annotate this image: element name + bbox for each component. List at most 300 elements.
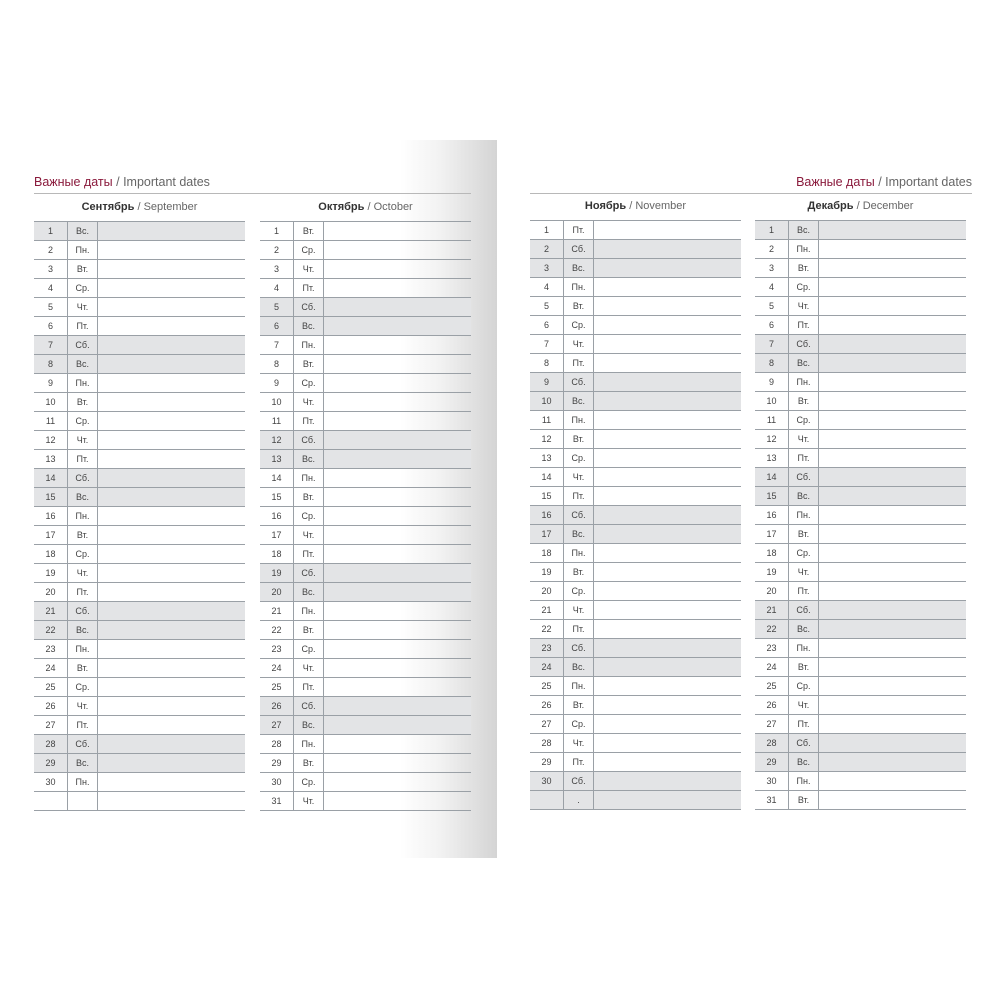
day-number: 5 — [34, 298, 68, 316]
note-field[interactable] — [98, 621, 245, 639]
note-field[interactable] — [819, 696, 966, 714]
note-field[interactable] — [819, 639, 966, 657]
note-field[interactable] — [98, 583, 245, 601]
date-row — [34, 279, 245, 298]
day-number: 29 — [260, 754, 294, 772]
weekday-label: Пн. — [294, 735, 324, 753]
note-field[interactable] — [324, 317, 471, 335]
weekday-label — [68, 792, 98, 810]
date-row — [755, 392, 966, 411]
note-field[interactable] — [324, 678, 471, 696]
note-field[interactable] — [819, 335, 966, 353]
day-number: 31 — [755, 791, 789, 809]
note-field[interactable] — [594, 620, 741, 638]
note-field[interactable] — [324, 526, 471, 544]
day-number: 10 — [530, 392, 564, 410]
note-field[interactable] — [324, 507, 471, 525]
note-field[interactable] — [98, 659, 245, 677]
page-title-left — [34, 175, 210, 189]
day-number: 29 — [755, 753, 789, 771]
note-field[interactable] — [594, 772, 741, 790]
note-field[interactable] — [594, 677, 741, 695]
weekday-label: Вс. — [294, 716, 324, 734]
date-row — [260, 659, 471, 678]
weekday-label: Вт. — [294, 488, 324, 506]
date-row — [34, 735, 245, 754]
date-row — [260, 507, 471, 526]
day-number: 19 — [755, 563, 789, 581]
date-row — [530, 677, 741, 696]
weekday-label: Вс. — [68, 621, 98, 639]
note-field[interactable] — [98, 545, 245, 563]
note-field[interactable] — [324, 279, 471, 297]
note-field[interactable] — [324, 754, 471, 772]
note-field[interactable] — [98, 526, 245, 544]
day-number: 30 — [530, 772, 564, 790]
date-row — [34, 659, 245, 678]
weekday-label: Сб. — [789, 335, 819, 353]
note-field[interactable] — [98, 564, 245, 582]
weekday-label: Вт. — [564, 563, 594, 581]
note-field[interactable] — [324, 773, 471, 791]
weekday-label: Пт. — [564, 487, 594, 505]
date-row — [755, 259, 966, 278]
note-field[interactable] — [594, 715, 741, 733]
note-field[interactable] — [98, 431, 245, 449]
note-field[interactable] — [819, 791, 966, 809]
date-row — [34, 260, 245, 279]
weekday-label: Вс. — [789, 753, 819, 771]
note-field[interactable] — [594, 335, 741, 353]
note-field[interactable] — [324, 792, 471, 810]
note-field[interactable] — [819, 563, 966, 581]
note-field[interactable] — [98, 716, 245, 734]
note-field[interactable] — [98, 317, 245, 335]
note-field[interactable] — [324, 450, 471, 468]
note-field[interactable] — [594, 430, 741, 448]
note-field[interactable] — [594, 753, 741, 771]
note-field[interactable] — [594, 658, 741, 676]
weekday-label: Вс. — [68, 222, 98, 240]
note-field[interactable] — [594, 278, 741, 296]
date-row — [530, 221, 741, 240]
note-field[interactable] — [594, 411, 741, 429]
date-row — [34, 317, 245, 336]
note-field[interactable] — [819, 297, 966, 315]
note-field[interactable] — [819, 392, 966, 410]
month-title — [260, 201, 471, 213]
date-row — [34, 336, 245, 355]
date-row — [260, 222, 471, 241]
day-number: 25 — [530, 677, 564, 695]
note-field[interactable] — [98, 792, 245, 810]
note-field[interactable] — [819, 316, 966, 334]
day-number: 25 — [260, 678, 294, 696]
note-field[interactable] — [324, 659, 471, 677]
date-row — [530, 563, 741, 582]
note-field[interactable] — [594, 734, 741, 752]
day-number: 8 — [34, 355, 68, 373]
note-field[interactable] — [594, 582, 741, 600]
day-number: 2 — [260, 241, 294, 259]
date-row — [755, 373, 966, 392]
day-number: 12 — [260, 431, 294, 449]
weekday-label: Пт. — [68, 583, 98, 601]
day-number: 1 — [34, 222, 68, 240]
date-row — [260, 412, 471, 431]
date-row — [530, 696, 741, 715]
day-number: 9 — [34, 374, 68, 392]
date-row — [260, 792, 471, 811]
note-field[interactable] — [324, 564, 471, 582]
day-number: 19 — [530, 563, 564, 581]
date-row — [755, 411, 966, 430]
day-number: 31 — [260, 792, 294, 810]
note-field[interactable] — [324, 355, 471, 373]
day-number: 25 — [34, 678, 68, 696]
note-field[interactable] — [324, 374, 471, 392]
weekday-label: Ср. — [68, 412, 98, 430]
note-field[interactable] — [98, 773, 245, 791]
weekday-label: Чт. — [68, 564, 98, 582]
note-field[interactable] — [819, 772, 966, 790]
note-field[interactable] — [98, 507, 245, 525]
note-field[interactable] — [98, 374, 245, 392]
note-field[interactable] — [594, 601, 741, 619]
day-number: 30 — [260, 773, 294, 791]
date-row — [530, 715, 741, 734]
day-number: 20 — [260, 583, 294, 601]
day-number: 16 — [755, 506, 789, 524]
day-number: 22 — [34, 621, 68, 639]
date-row — [755, 278, 966, 297]
date-row — [530, 278, 741, 297]
note-field[interactable] — [819, 278, 966, 296]
weekday-label: Пн. — [789, 639, 819, 657]
day-number: 3 — [530, 259, 564, 277]
weekday-label: Пн. — [564, 278, 594, 296]
date-row — [530, 240, 741, 259]
date-row — [260, 336, 471, 355]
note-field[interactable] — [98, 279, 245, 297]
date-row — [34, 222, 245, 241]
note-field[interactable] — [819, 544, 966, 562]
day-number: 16 — [260, 507, 294, 525]
date-row — [34, 621, 245, 640]
date-row — [530, 639, 741, 658]
note-field[interactable] — [98, 735, 245, 753]
day-number: 8 — [530, 354, 564, 372]
note-field[interactable] — [819, 354, 966, 372]
note-field[interactable] — [324, 716, 471, 734]
note-field[interactable] — [98, 393, 245, 411]
note-field[interactable] — [98, 678, 245, 696]
day-number: 13 — [755, 449, 789, 467]
date-row — [34, 412, 245, 431]
weekday-label: Сб. — [789, 601, 819, 619]
date-row — [34, 488, 245, 507]
date-row — [34, 545, 245, 564]
weekday-label: Сб. — [294, 298, 324, 316]
note-field[interactable] — [594, 639, 741, 657]
note-field[interactable] — [98, 298, 245, 316]
note-field[interactable] — [594, 297, 741, 315]
day-number — [530, 791, 564, 809]
day-number: 18 — [34, 545, 68, 563]
day-number: 11 — [530, 411, 564, 429]
note-field[interactable] — [324, 260, 471, 278]
note-field[interactable] — [98, 469, 245, 487]
note-field[interactable] — [819, 240, 966, 258]
weekday-label: Пт. — [789, 449, 819, 467]
day-number: 11 — [755, 411, 789, 429]
day-number: 12 — [755, 430, 789, 448]
note-field[interactable] — [324, 469, 471, 487]
note-field[interactable] — [594, 791, 741, 809]
day-number: 28 — [260, 735, 294, 753]
day-number: 23 — [34, 640, 68, 658]
note-field[interactable] — [819, 506, 966, 524]
note-field[interactable] — [819, 468, 966, 486]
note-field[interactable] — [819, 373, 966, 391]
day-number: 19 — [34, 564, 68, 582]
day-number: 4 — [34, 279, 68, 297]
day-number: 12 — [530, 430, 564, 448]
note-field[interactable] — [819, 601, 966, 619]
note-field[interactable] — [324, 488, 471, 506]
page-title-separator: / — [874, 175, 886, 189]
note-field[interactable] — [819, 259, 966, 277]
note-field[interactable] — [594, 316, 741, 334]
weekday-label: Вс. — [564, 392, 594, 410]
page-title-ru: Важные даты — [34, 175, 113, 189]
day-number: 21 — [530, 601, 564, 619]
note-field[interactable] — [819, 734, 966, 752]
day-number: 18 — [755, 544, 789, 562]
weekday-label: Сб. — [564, 240, 594, 258]
weekday-label: Пн. — [789, 240, 819, 258]
weekday-label: Сб. — [789, 734, 819, 752]
date-row — [530, 392, 741, 411]
month-title-ru: Октябрь — [318, 201, 365, 213]
month-title-ru: Ноябрь — [584, 200, 627, 212]
note-field[interactable] — [98, 260, 245, 278]
month-title-en: November — [635, 200, 687, 212]
day-number: 2 — [34, 241, 68, 259]
note-field[interactable] — [594, 259, 741, 277]
page-title-ru: Важные даты — [796, 175, 875, 189]
date-row — [34, 374, 245, 393]
day-number: 24 — [530, 658, 564, 676]
note-field[interactable] — [98, 754, 245, 772]
weekday-label: Вс. — [789, 620, 819, 638]
note-field[interactable] — [98, 241, 245, 259]
note-field[interactable] — [819, 449, 966, 467]
note-field[interactable] — [98, 640, 245, 658]
note-field[interactable] — [819, 677, 966, 695]
note-field[interactable] — [594, 487, 741, 505]
note-field[interactable] — [819, 411, 966, 429]
note-field[interactable] — [324, 222, 471, 240]
note-field[interactable] — [819, 221, 966, 239]
weekday-label: Ср. — [564, 449, 594, 467]
day-number: 16 — [530, 506, 564, 524]
weekday-label: Вс. — [564, 525, 594, 543]
note-field[interactable] — [594, 221, 741, 239]
day-number: 21 — [755, 601, 789, 619]
weekday-label: Пн. — [68, 773, 98, 791]
note-field[interactable] — [324, 241, 471, 259]
day-number: 30 — [755, 772, 789, 790]
day-number: 13 — [260, 450, 294, 468]
day-number: 9 — [530, 373, 564, 391]
note-field[interactable] — [819, 525, 966, 543]
note-field[interactable] — [594, 392, 741, 410]
note-field[interactable] — [819, 487, 966, 505]
note-field[interactable] — [98, 355, 245, 373]
note-field[interactable] — [324, 431, 471, 449]
weekday-label: Чт. — [294, 659, 324, 677]
note-field[interactable] — [324, 393, 471, 411]
note-field[interactable] — [819, 658, 966, 676]
day-number: 23 — [260, 640, 294, 658]
right-page — [506, 140, 1000, 858]
weekday-label: Чт. — [564, 601, 594, 619]
note-field[interactable] — [98, 602, 245, 620]
weekday-label: Пн. — [294, 336, 324, 354]
weekday-label: Ср. — [564, 715, 594, 733]
note-field[interactable] — [594, 468, 741, 486]
day-number: 23 — [755, 639, 789, 657]
day-number: 10 — [755, 392, 789, 410]
day-number: 16 — [34, 507, 68, 525]
note-field[interactable] — [594, 696, 741, 714]
page-title-separator: / — [112, 175, 124, 189]
day-number: 7 — [34, 336, 68, 354]
title-rule — [34, 193, 471, 194]
day-number: 7 — [755, 335, 789, 353]
note-field[interactable] — [819, 430, 966, 448]
note-field[interactable] — [594, 240, 741, 258]
note-field[interactable] — [819, 753, 966, 771]
month-title-separator: / — [626, 200, 636, 212]
weekday-label: Сб. — [564, 373, 594, 391]
note-field[interactable] — [594, 506, 741, 524]
weekday-label: Вт. — [789, 259, 819, 277]
day-number: 14 — [755, 468, 789, 486]
day-number: 12 — [34, 431, 68, 449]
note-field[interactable] — [324, 697, 471, 715]
weekday-label: Сб. — [294, 697, 324, 715]
note-field[interactable] — [324, 298, 471, 316]
day-number: 6 — [260, 317, 294, 335]
note-field[interactable] — [324, 621, 471, 639]
date-row — [530, 582, 741, 601]
note-field[interactable] — [324, 640, 471, 658]
note-field[interactable] — [98, 222, 245, 240]
day-number: 11 — [34, 412, 68, 430]
date-row — [755, 316, 966, 335]
date-row — [34, 773, 245, 792]
weekday-label: Пт. — [294, 678, 324, 696]
date-row — [530, 430, 741, 449]
note-field[interactable] — [324, 735, 471, 753]
month-grid — [530, 220, 741, 810]
note-field[interactable] — [324, 412, 471, 430]
day-number: 10 — [34, 393, 68, 411]
note-field[interactable] — [594, 525, 741, 543]
weekday-label: . — [564, 791, 594, 809]
note-field[interactable] — [98, 336, 245, 354]
day-number: 24 — [260, 659, 294, 677]
note-field[interactable] — [324, 602, 471, 620]
day-number: 20 — [755, 582, 789, 600]
weekday-label: Пт. — [564, 221, 594, 239]
note-field[interactable] — [819, 715, 966, 733]
note-field[interactable] — [819, 620, 966, 638]
day-number: 10 — [260, 393, 294, 411]
note-field[interactable] — [594, 544, 741, 562]
date-row — [530, 620, 741, 639]
weekday-label: Пн. — [789, 506, 819, 524]
date-row — [755, 696, 966, 715]
date-row — [260, 583, 471, 602]
date-row — [34, 792, 245, 811]
weekday-label: Пн. — [68, 507, 98, 525]
day-number: 26 — [530, 696, 564, 714]
date-row — [755, 563, 966, 582]
date-row — [530, 354, 741, 373]
note-field[interactable] — [594, 563, 741, 581]
date-row — [260, 697, 471, 716]
note-field[interactable] — [819, 582, 966, 600]
note-field[interactable] — [594, 373, 741, 391]
month-title — [530, 200, 741, 212]
note-field[interactable] — [98, 697, 245, 715]
note-field[interactable] — [594, 449, 741, 467]
day-number: 24 — [34, 659, 68, 677]
weekday-label: Вт. — [564, 297, 594, 315]
day-number: 22 — [260, 621, 294, 639]
date-row — [530, 468, 741, 487]
date-row — [34, 469, 245, 488]
day-number: 28 — [34, 735, 68, 753]
date-row — [530, 525, 741, 544]
note-field[interactable] — [98, 450, 245, 468]
note-field[interactable] — [98, 488, 245, 506]
weekday-label: Чт. — [789, 563, 819, 581]
date-row — [755, 221, 966, 240]
note-field[interactable] — [594, 354, 741, 372]
date-row — [530, 753, 741, 772]
note-field[interactable] — [324, 545, 471, 563]
date-row — [755, 601, 966, 620]
date-row — [34, 583, 245, 602]
weekday-label: Пн. — [789, 772, 819, 790]
note-field[interactable] — [324, 583, 471, 601]
month-title — [755, 200, 966, 212]
date-row — [530, 601, 741, 620]
date-row — [530, 411, 741, 430]
day-number: 6 — [755, 316, 789, 334]
day-number: 28 — [530, 734, 564, 752]
day-number: 9 — [755, 373, 789, 391]
date-row — [34, 640, 245, 659]
date-row — [755, 335, 966, 354]
note-field[interactable] — [324, 336, 471, 354]
date-row — [530, 316, 741, 335]
note-field[interactable] — [98, 412, 245, 430]
